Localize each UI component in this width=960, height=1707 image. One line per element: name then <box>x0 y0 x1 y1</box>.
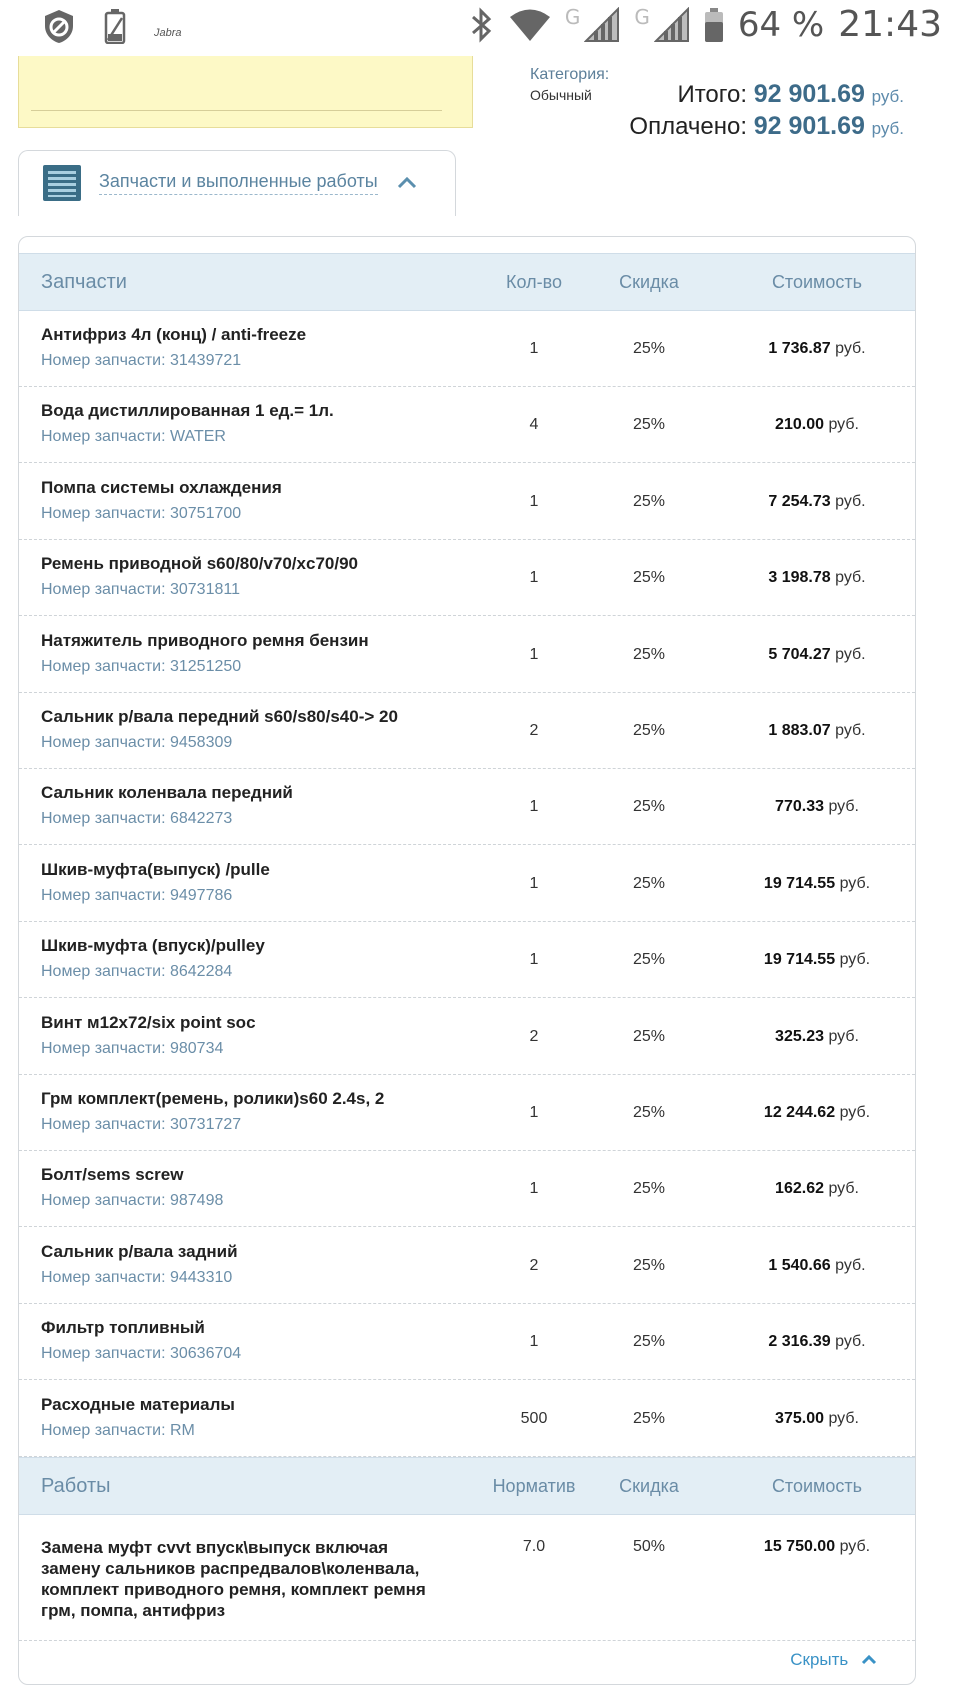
part-cost: 3 198.78 руб. <box>768 569 866 587</box>
part-number: Номер запчасти: 31439721 <box>41 352 242 369</box>
battery-percent: 64 % <box>737 4 825 45</box>
part-cost: 210.00 руб. <box>775 416 859 434</box>
part-cost: 7 254.73 руб. <box>768 492 866 510</box>
part-name: Антифриз 4л (конц) / anti-freeze <box>41 325 307 344</box>
part-qty: 1 <box>529 340 539 357</box>
category-label: Категория: <box>530 66 610 83</box>
part-number: Номер запчасти: 8642284 <box>41 963 233 981</box>
part-cost: 12 244.62 руб. <box>763 1104 871 1121</box>
part-name: Грм комплект(ремень, ролики)s60 2.4s, 2 <box>41 1089 385 1108</box>
table-row <box>19 1381 915 1457</box>
part-number: Номер запчасти: 30731727 <box>41 1116 242 1133</box>
part-number: Номер запчасти: RM <box>41 1421 195 1439</box>
parts-works-panel <box>18 236 916 1685</box>
comment-underline <box>31 110 442 111</box>
paid-row <box>629 112 904 141</box>
part-discount: 25% <box>632 1027 666 1045</box>
part-name: Ремень приводной s60/80/v70/xc70/90 <box>41 554 358 574</box>
part-qty: 1 <box>529 1104 539 1121</box>
parts-header-name: Запчасти <box>41 271 127 293</box>
part-number: Номер запчасти: 31251250 <box>41 657 242 675</box>
part-qty: 1 <box>529 798 539 816</box>
table-row <box>19 1075 915 1151</box>
part-number: Номер запчасти: WATER <box>41 428 226 446</box>
tab-parts-and-works[interactable] <box>18 150 456 216</box>
work-discount: 50% <box>632 1538 666 1555</box>
paid-amount: 92 901.69 <box>753 112 865 140</box>
table-row <box>19 999 915 1075</box>
work-row <box>19 1515 915 1641</box>
no-disturb-icon <box>42 8 76 44</box>
table-row <box>19 1304 915 1380</box>
part-cost: 5 704.27 руб. <box>768 645 866 663</box>
part-number: Номер запчасти: 6842273 <box>41 810 233 828</box>
part-cost: 1 540.66 руб. <box>768 1256 866 1274</box>
paid-currency: руб. <box>871 119 904 138</box>
part-name: Вода дистиллированная 1 ед.= 1л. <box>41 401 334 421</box>
part-discount: 25% <box>632 569 666 587</box>
part-cost: 162.62 руб. <box>775 1180 859 1198</box>
total-amount: 92 901.69 <box>753 80 865 108</box>
part-qty: 2 <box>529 1027 539 1045</box>
work-description: Замена муфт cvvt впуск\выпуск включая замену сальников распредвалов\коленвала, комплект приводного ремня, комплект ремня грм, помпа, антифриз <box>41 1538 426 1620</box>
total-row <box>677 80 904 109</box>
part-cost: 19 714.55 руб. <box>763 874 871 892</box>
part-qty: 1 <box>529 1333 539 1351</box>
tab-label[interactable]: Запчасти и выполненные работы <box>99 171 378 195</box>
part-cost: 375.00 руб. <box>775 1409 859 1427</box>
part-name: Шкив-муфта (впуск)/pulley <box>41 936 265 956</box>
total-currency: руб. <box>871 87 904 106</box>
part-qty: 500 <box>520 1409 548 1427</box>
battery-icon <box>704 7 724 43</box>
parts-header-qty: Кол-во <box>506 272 562 292</box>
part-name: Фильтр топливный <box>41 1318 205 1338</box>
works-header-name: Работы <box>41 1475 111 1497</box>
part-discount: 25% <box>632 1256 666 1274</box>
part-number: Номер запчасти: 9458309 <box>41 734 233 751</box>
total-label: Итого: <box>677 81 748 108</box>
part-number: Номер запчасти: 9443310 <box>41 1268 233 1286</box>
part-discount: 25% <box>632 1409 666 1427</box>
part-discount: 25% <box>632 1180 666 1198</box>
wifi-icon <box>509 8 551 42</box>
part-number: Номер запчасти: 30751700 <box>41 504 242 522</box>
paid-label: Оплачено: <box>629 113 748 140</box>
comment-field[interactable] <box>18 56 473 128</box>
table-row <box>19 617 915 693</box>
part-qty: 1 <box>529 951 539 969</box>
part-cost: 325.23 руб. <box>775 1027 859 1045</box>
jabra-label: Jabra <box>154 27 182 39</box>
table-row <box>19 464 915 540</box>
parts-header-discount: Скидка <box>619 272 679 292</box>
part-discount: 25% <box>632 874 666 892</box>
work-cost: 15 750.00 руб. <box>763 1538 871 1555</box>
part-discount: 25% <box>632 951 666 969</box>
hide-label[interactable]: Скрыть <box>790 1650 849 1669</box>
hide-button[interactable] <box>790 1650 877 1670</box>
part-discount: 25% <box>632 1104 666 1121</box>
part-qty: 1 <box>529 492 539 510</box>
part-name: Сальник коленвала передний <box>41 783 293 803</box>
part-name: Болт/sems screw <box>41 1165 184 1185</box>
chevron-up-icon[interactable] <box>861 1654 877 1665</box>
works-header-discount: Скидка <box>619 1476 679 1496</box>
part-discount: 25% <box>632 492 666 510</box>
clock: 21:43 <box>838 4 942 45</box>
parts-header-cost: Стоимость <box>771 272 863 292</box>
category-value: Обычный <box>530 87 592 103</box>
table-row <box>19 769 915 845</box>
part-qty: 1 <box>529 1180 539 1198</box>
works-table-header <box>19 1457 915 1515</box>
part-name: Винт м12x72/six point soc <box>41 1012 256 1032</box>
signal-icon-2 <box>654 7 690 43</box>
table-row <box>19 1228 915 1304</box>
part-number: Номер запчасти: 980734 <box>41 1039 224 1057</box>
part-number: Номер запчасти: 987498 <box>41 1192 224 1210</box>
part-number: Номер запчасти: 30636704 <box>41 1345 242 1363</box>
part-name: Сальник р/вала задний <box>41 1241 238 1261</box>
part-name: Шкив-муфта(выпуск) /pulle <box>41 859 270 879</box>
battery-warning-icon <box>104 8 126 44</box>
part-qty: 1 <box>529 874 539 892</box>
parts-table-header <box>19 253 915 311</box>
part-number: Номер запчасти: 30731811 <box>41 581 240 599</box>
signal-icon-1 <box>584 7 620 43</box>
part-name: Помпа системы охлаждения <box>41 477 282 497</box>
part-cost: 1 883.07 руб. <box>768 722 866 739</box>
part-qty: 1 <box>529 645 539 663</box>
part-cost: 1 736.87 руб. <box>768 340 866 357</box>
part-qty: 4 <box>529 416 539 434</box>
part-cost: 770.33 руб. <box>775 798 859 816</box>
part-discount: 25% <box>632 340 666 357</box>
bluetooth-icon <box>469 7 495 43</box>
work-norm: 7.0 <box>522 1538 546 1555</box>
part-cost: 19 714.55 руб. <box>763 951 871 969</box>
table-row <box>19 693 915 769</box>
works-header-norm: Норматив <box>492 1476 576 1496</box>
part-number: Номер запчасти: 9497786 <box>41 886 233 904</box>
part-discount: 25% <box>632 645 666 663</box>
works-header-cost: Стоимость <box>771 1476 863 1496</box>
part-qty: 1 <box>529 569 539 587</box>
part-discount: 25% <box>632 798 666 816</box>
part-cost: 2 316.39 руб. <box>768 1333 866 1351</box>
network-g-2: G <box>634 4 650 29</box>
table-row <box>19 922 915 998</box>
part-name: Натяжитель приводного ремня бензин <box>41 630 369 650</box>
part-qty: 2 <box>529 1256 539 1274</box>
table-row <box>19 846 915 922</box>
part-qty: 2 <box>529 722 539 739</box>
part-discount: 25% <box>632 1333 666 1351</box>
table-row <box>19 387 915 463</box>
part-discount: 25% <box>632 722 666 739</box>
table-row <box>19 311 915 387</box>
table-row <box>19 1151 915 1227</box>
chevron-up-icon[interactable] <box>397 175 417 189</box>
status-bar <box>0 0 960 56</box>
part-name: Сальник р/вала передний s60/s80/s40-> 20 <box>41 707 398 726</box>
network-g-1: G <box>564 4 581 29</box>
part-discount: 25% <box>632 416 666 434</box>
list-icon <box>43 165 81 201</box>
table-row <box>19 540 915 616</box>
part-name: Расходные материалы <box>41 1394 235 1414</box>
